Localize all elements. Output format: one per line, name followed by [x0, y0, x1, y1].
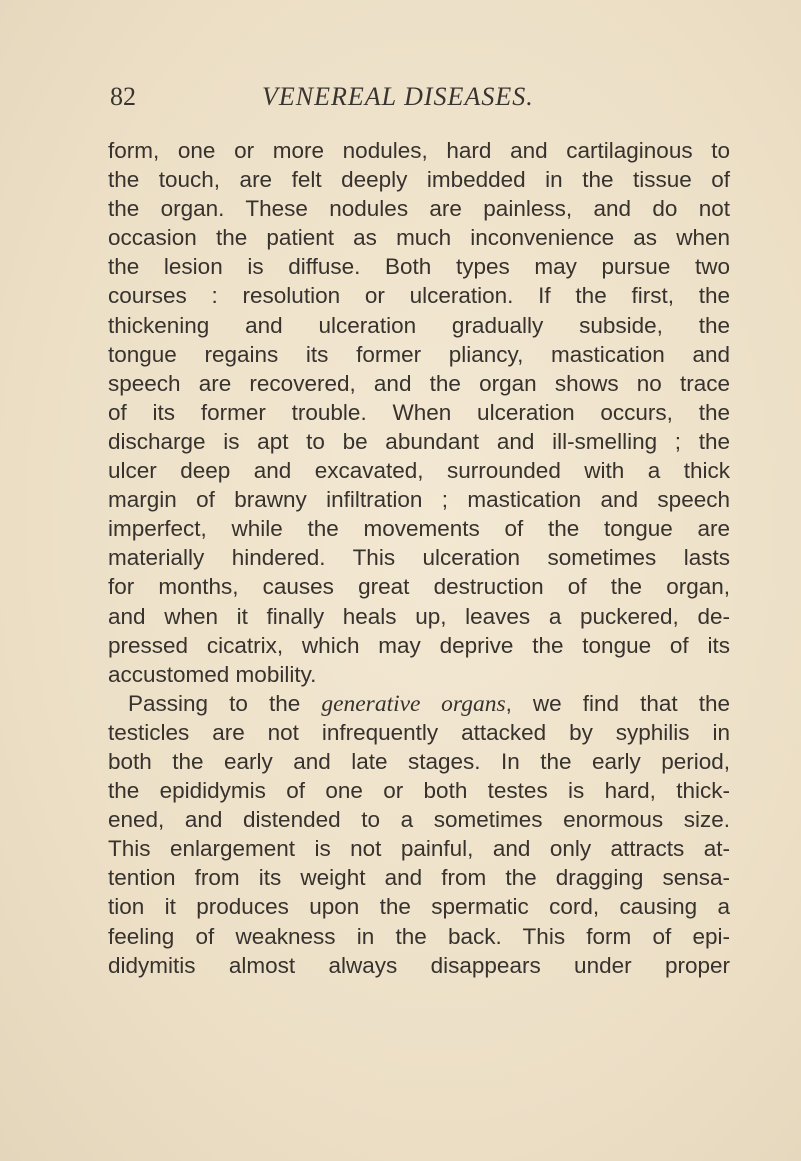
- italic-phrase: generative organs: [321, 690, 506, 717]
- text-line: margin of brawny infiltration ; mastication and speech: [108, 487, 730, 513]
- text-fragment: , we find that the: [505, 690, 731, 716]
- text-line: the lesion is diffuse. Both types may pursue two: [108, 254, 730, 280]
- text-line: imperfect, while the movements of the tongue are: [108, 516, 730, 542]
- running-head: VENEREAL DISEASES.: [262, 82, 534, 111]
- page-number: 82: [110, 82, 136, 111]
- text-line: accustomed mobility.: [108, 661, 317, 687]
- text-line: testicles are not infrequently attacked by syphilis in: [108, 719, 730, 745]
- text-line: of its former trouble. When ulceration occurs, the: [108, 399, 730, 425]
- text-line: the touch, are felt deeply imbedded in the tissue of: [108, 167, 730, 193]
- text-line: pressed cicatrix, which may deprive the tongue of its: [108, 632, 730, 658]
- text-line: the epididymis of one or both testes is hard, thick-: [108, 778, 730, 804]
- text-line: and when it finally heals up, leaves a puckered, de-: [108, 603, 730, 629]
- text-line: both the early and late stages. In the early period,: [108, 748, 730, 774]
- text-line: didymitis almost always disappears under proper: [108, 952, 730, 978]
- text-line: ened, and distended to a sometimes enormous size.: [108, 807, 730, 833]
- page-header: [110, 82, 750, 122]
- text-fragment: Passing to the: [128, 690, 322, 716]
- text-line: for months, causes great destruction of the organ,: [108, 574, 730, 600]
- text-line: ulcer deep and excavated, surrounded with a thick: [108, 458, 730, 484]
- text-line: feeling of weakness in the back. This form of epi-: [108, 923, 730, 949]
- text-line: form, one or more nodules, hard and cartilaginous to: [108, 138, 730, 163]
- text-line: thickening and ulceration gradually subside, the: [108, 312, 730, 338]
- body-text: [108, 136, 730, 980]
- text-line: occasion the patient as much inconvenience as when: [108, 225, 730, 251]
- text-line: courses : resolution or ulceration. If the first, the: [108, 283, 730, 309]
- text-line: tention from its weight and from the dragging sensa-: [108, 865, 730, 891]
- text-line: This enlargement is not painful, and only attracts at-: [108, 836, 730, 862]
- text-line: discharge is apt to be abundant and ill-smelling ; the: [108, 428, 730, 454]
- text-line: speech are recovered, and the organ shows no trace: [108, 370, 730, 396]
- paragraph-opening-line: [108, 689, 730, 718]
- text-line: tongue regains its former pliancy, mastication and: [108, 341, 730, 367]
- text-line: the organ. These nodules are painless, and do not: [108, 196, 730, 222]
- text-line: tion it produces upon the spermatic cord, causing a: [108, 894, 730, 920]
- text-line: materially hindered. This ulceration sometimes lasts: [108, 545, 730, 571]
